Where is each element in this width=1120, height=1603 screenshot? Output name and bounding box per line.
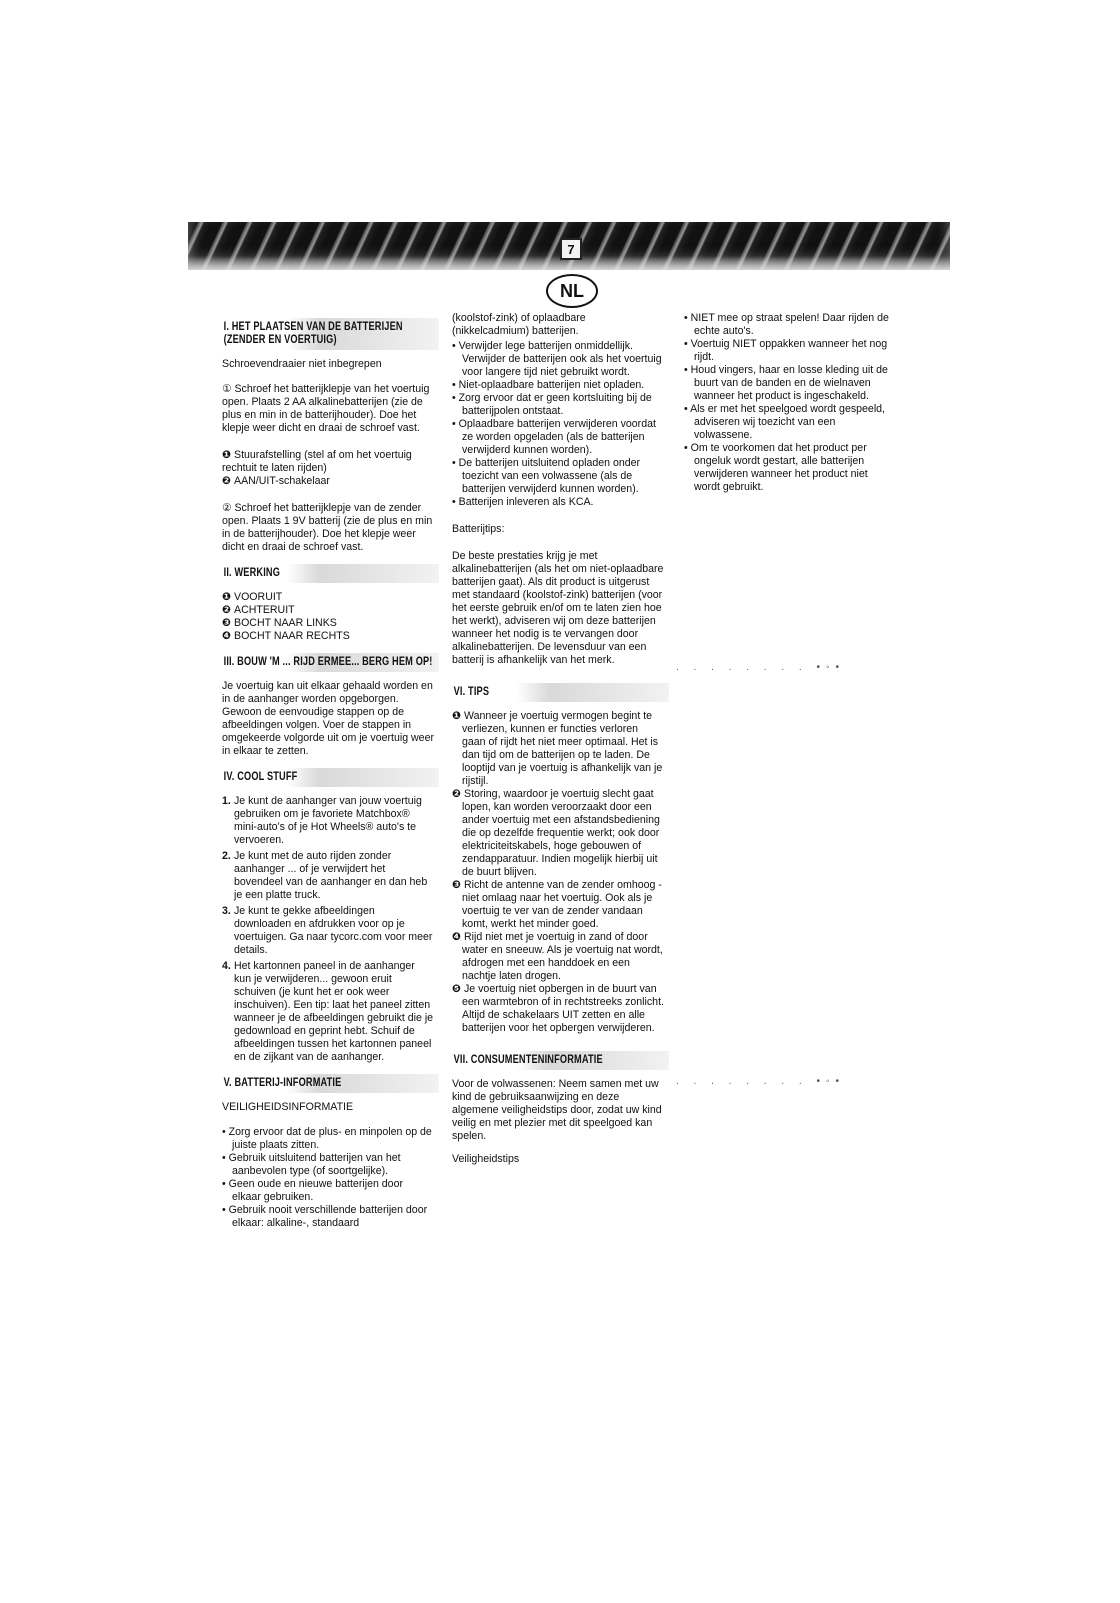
cool-item: 4. Het kartonnen paneel in de aanhanger kun je verwijderen... gewoon eruit schuiven (je kunt het er ook weer inschuiven). Een tip: laat het paneel zitten wanneer je de afbeeldingen gebruikt die je gedownload en geprint hebt. Schuif de afbeeldingen tussen het kartonnen paneel en de zijkant van de aanhanger.: [222, 960, 434, 1063]
heading-build: III. BOUW 'M ... RIJD ERMEE... BERG HEM OP!: [222, 653, 439, 672]
build-text: Je voertuig kan uit elkaar gehaald worden en in de aanhanger worden opgeborgen. Gewoon de eenvoudige stappen op de afbeeldingen volgen. Voer de stappen in omgekeerde volgorde uit om je voertuig weer in elkaar te zetten.: [222, 680, 434, 757]
battery-tips-text: De beste prestaties krijg je met alkalinebatterijen (als het om niet-oplaadbare batterijen gaat). Als dit product is uitgerust met standaard (koolstof-zink) batterijen (voor het eerste gebruik en/of om te laten zien hoe het werkt), adviseren wij om deze batterijen wanneer het nodig is te vervangen door alkalinebatterijen. De levensduur van een batterij is afhankelijk van het merk.: [452, 550, 664, 666]
fold-mark: . . . . . . . . •◦•: [676, 1076, 845, 1087]
power-switch: [222, 475, 434, 488]
control-item: ❷ ACHTERUIT: [222, 604, 295, 616]
safety-tip-item: • Voertuig NIET oppakken wanneer het nog rijdt.: [684, 338, 888, 363]
step-1: [222, 383, 434, 435]
safety-tips-list: [684, 312, 889, 494]
switch-mark: ❷: [222, 475, 231, 487]
safety-subheading: VEILIGHEIDSINFORMATIE: [222, 1101, 354, 1113]
step-1-text: Schroef het batterijklepje van het voertuig open. Plaats 2 AA alkalinebatterijen (zie de plus en min in de batterijhouder). Doe het klepje weer dicht en draai de schroef vast.: [222, 383, 430, 434]
cool-item: 1. Je kunt de aanhanger van jouw voertuig gebruiken om je favoriete Matchbox® mini-auto's of je Hot Wheels® auto's te vervoeren.: [222, 795, 422, 846]
steer-trim: [222, 449, 434, 475]
continued-text: (koolstof-zink) of oplaadbare (nikkelcadmium) batterijen.: [452, 312, 586, 337]
step-2-mark: ②: [222, 502, 232, 514]
step-2: [222, 502, 434, 554]
page-number: 7: [560, 238, 582, 260]
step-2-text: Schroef het batterijklepje van de zender open. Plaats 1 9V batterij (zie de plus en min in de batterijhouder). Doe het klepje weer dicht en draai de schroef vast.: [222, 502, 433, 553]
safety-tip-item: • Houd vingers, haar en losse kleding uit de buurt van de banden en de wielnaven wanneer het product is ingeschakeld.: [684, 364, 888, 402]
fold-mark: . . . . . . . . •◦•: [676, 662, 845, 673]
heading-consumer-info: VII. CONSUMENTENINFORMATIE: [452, 1051, 669, 1070]
safety-list: [222, 1126, 434, 1230]
safety-tip-item: • NIET mee op straat spelen! Daar rijden de echte auto's.: [684, 312, 889, 337]
heading-cool-stuff: IV. COOL STUFF: [222, 768, 439, 787]
battery-item: • Verwijder lege batterijen onmiddellijk. Verwijder de batterijen ook als het voertuig voor langere tijd niet gebruikt wordt.: [452, 340, 662, 378]
tip-item: ❷ Storing, waardoor je voertuig slecht gaat lopen, kan worden veroorzaakt door een ander voertuig met een afstandsbediening die op dezelfde frequentie werkt; ook door elektriciteitskabels, hoge gebouwen of zendapparatuur. Indien mogelijk hierbij uit de buurt blijven.: [452, 788, 660, 878]
heading-tips: VI. TIPS: [452, 683, 669, 702]
cool-item: 3. Je kunt te gekke afbeeldingen downloaden en afdrukken voor op je voertuigen. Ga naar tycorc.com voor meer details.: [222, 905, 433, 956]
safety-tip-item: • Om te voorkomen dat het product per ongeluk wordt gestart, alle batterijen verwijderen wanneer het product niet wordt gebruikt.: [684, 442, 868, 493]
battery-tips-label: Batterijtips:: [452, 523, 505, 535]
battery-item: • Zorg ervoor dat er geen kortsluiting bij de batterijpolen ontstaat.: [452, 392, 652, 417]
battery-bullets: [452, 340, 664, 509]
steer-text: Stuurafstelling (stel af om het voertuig rechtuit te laten rijden): [222, 449, 412, 474]
control-item: ❸ BOCHT NAAR LINKS: [222, 617, 337, 629]
tip-item: ❺ Je voertuig niet opbergen in de buurt van een warmtebron of in rechtstreeks zonlicht. Altijd de schakelaars UIT zetten en alle batterijen voor het opbergen verwijderen.: [452, 983, 664, 1034]
steer-mark: ❶: [222, 449, 231, 461]
consumer-text: Voor de volwassenen: Neem samen met uw kind de gebruiksaanwijzing en deze algemene veiligheidstips door, zodat uw kind veilig en met plezier met dit speelgoed kan spelen.: [452, 1078, 662, 1142]
column-1: [222, 316, 434, 1236]
battery-item: • Niet-oplaadbare batterijen niet opladen.: [452, 379, 645, 391]
step-1-mark: ①: [222, 383, 232, 395]
battery-item: • Batterijen inleveren als KCA.: [452, 496, 594, 508]
tip-item: ❹ Rijd niet met je voertuig in zand of door water en sneeuw. Als je voertuig nat wordt, afdrogen met een handdoek en een nachtje laten drogen.: [452, 931, 663, 982]
tips-list: [452, 710, 664, 1035]
safety-item: • Gebruik uitsluitend batterijen van het aanbevolen type (of soortgelijke).: [222, 1152, 401, 1177]
heading-battery-info: V. BATTERIJ-INFORMATIE: [222, 1074, 439, 1093]
language-badge: NL: [546, 274, 598, 308]
column-3: [684, 312, 889, 500]
control-item: ❶ VOORUIT: [222, 591, 283, 603]
control-item: ❹ BOCHT NAAR RECHTS: [222, 630, 350, 642]
tip-item: ❶ Wanneer je voertuig vermogen begint te verliezen, kunnen er functies verloren gaan of rijdt het niet meer optimaal. Het is dan tijd om de batterijen op te laden. De looptijd van je voertuig is afhankelijk van je rijstijl.: [452, 710, 663, 787]
battery-item: • Oplaadbare batterijen verwijderen voordat ze worden opgeladen (als de batterijen verwijderd kunnen worden).: [452, 418, 656, 456]
battery-item: • De batterijen uitsluitend opladen onder toezicht van een volwassene (als de batterijen verwijderd kunnen worden).: [452, 457, 641, 495]
safety-tips-label: Veiligheidstips: [452, 1153, 520, 1165]
column-2: [452, 312, 664, 1172]
cool-stuff-list: [222, 795, 434, 1064]
cool-item: 2. Je kunt met de auto rijden zonder aanhanger ... of je verwijdert het bovendeel van de aanhanger en dan heb je een platte truck.: [222, 850, 428, 901]
tools-note: Schroevendraaier niet inbegrepen: [222, 358, 382, 370]
tip-item: ❸ Richt de antenne van de zender omhoog - niet omlaag naar het voertuig. Ook als je voertuig te ver van de zender vandaan komt, werkt het minder goed.: [452, 879, 662, 930]
safety-item: • Geen oude en nieuwe batterijen door elkaar gebruiken.: [222, 1178, 403, 1203]
safety-item: • Zorg ervoor dat de plus- en minpolen op de juiste plaats zitten.: [222, 1126, 432, 1151]
controls-list: [222, 591, 434, 643]
heading-operation: II. WERKING: [222, 564, 439, 583]
safety-tip-item: • Als er met het speelgoed wordt gespeeld, adviseren wij toezicht van een volwassene.: [684, 403, 886, 441]
safety-item: • Gebruik nooit verschillende batterijen door elkaar: alkaline-, standaard: [222, 1204, 428, 1229]
switch-text: AAN/UIT-schakelaar: [234, 475, 330, 487]
heading-batteries: I. HET PLAATSEN VAN DE BATTERIJEN (ZENDER EN VOERTUIG): [222, 318, 439, 350]
